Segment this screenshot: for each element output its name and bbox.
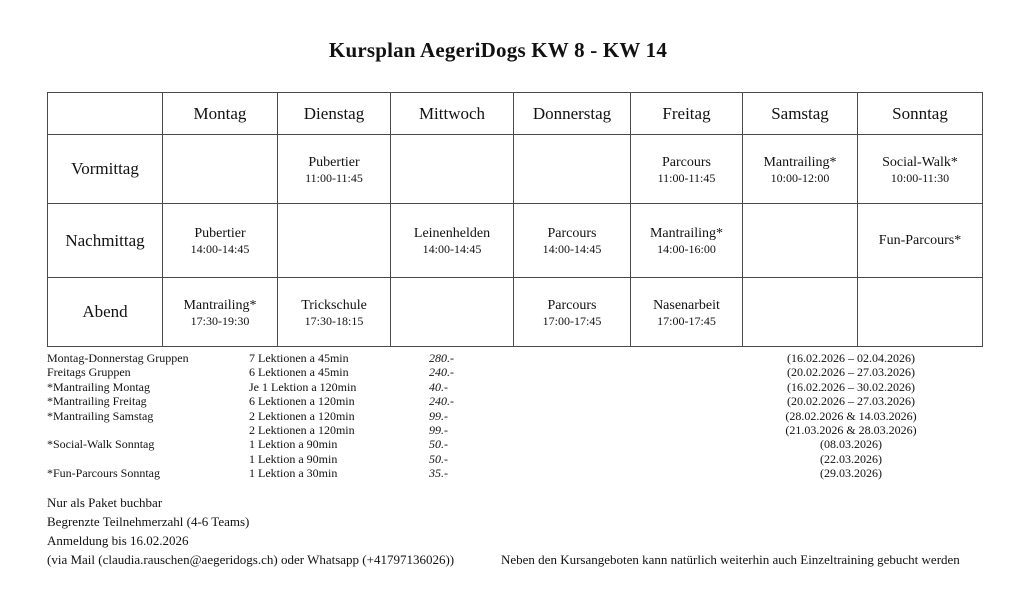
pricing-lessons: 6 Lektionen a 45min bbox=[249, 365, 349, 380]
pricing-lessons: 1 Lektion a 90min bbox=[249, 437, 338, 452]
pricing-label: *Mantrailing Montag bbox=[47, 379, 150, 394]
pricing-price: 240.- bbox=[429, 365, 454, 380]
pricing-row bbox=[0, 365, 1024, 379]
pricing-list bbox=[0, 351, 1024, 481]
pricing-dates: (08.03.2026) bbox=[820, 437, 882, 452]
pricing-lessons: 1 Lektion a 30min bbox=[249, 466, 338, 481]
pricing-lessons: 1 Lektion a 90min bbox=[249, 451, 338, 466]
course-time: 17:30-18:15 bbox=[304, 313, 364, 328]
pricing-lessons: 2 Lektionen a 120min bbox=[249, 408, 355, 423]
course-time: 17:00-17:45 bbox=[657, 313, 716, 328]
note-line: Nur als Paket buchbar bbox=[47, 495, 163, 510]
schedule-cell bbox=[743, 278, 858, 347]
pricing-row bbox=[0, 351, 1024, 365]
pricing-dates: (29.03.2026) bbox=[820, 466, 882, 481]
schedule-cell bbox=[391, 135, 514, 204]
schedule-cell bbox=[858, 204, 983, 278]
schedule-cell bbox=[391, 278, 514, 347]
day-header-donnerstag: Donnerstag bbox=[514, 93, 631, 135]
schedule-table bbox=[47, 92, 983, 347]
course-time: 17:30-19:30 bbox=[190, 313, 250, 328]
pricing-price: 280.- bbox=[429, 351, 454, 365]
note-line: Begrenzte Teilnehmerzahl (4-6 Teams) bbox=[47, 514, 250, 529]
course-name: Leinenhelden bbox=[413, 226, 491, 241]
pricing-dates: (16.02.2026 – 02.04.2026) bbox=[787, 351, 915, 365]
course-name: Parcours bbox=[547, 226, 597, 241]
pricing-price: 240.- bbox=[429, 394, 454, 409]
schedule-cell bbox=[514, 278, 631, 347]
einzeltraining-note: Neben den Kursangeboten kann natürlich weiterhin auch Einzeltraining gebucht werden bbox=[501, 552, 960, 567]
course-name: Parcours bbox=[662, 154, 711, 170]
course-name: Nasenarbeit bbox=[653, 297, 720, 313]
course-name: Pubertier bbox=[308, 154, 360, 170]
schedule-cell bbox=[278, 135, 391, 204]
pricing-lessons: 2 Lektionen a 120min bbox=[249, 422, 355, 437]
pricing-label: Freitags Gruppen bbox=[47, 365, 131, 380]
schedule-cell bbox=[743, 135, 858, 204]
pricing-label: *Social-Walk Sonntag bbox=[47, 437, 155, 452]
pricing-dates: (22.03.2026) bbox=[820, 451, 882, 466]
pricing-label: *Fun-Parcours Sonntag bbox=[47, 466, 160, 481]
schedule-cell bbox=[514, 135, 631, 204]
row-abend bbox=[48, 278, 983, 347]
pricing-dates: (16.02.2026 – 30.02.2026) bbox=[787, 379, 915, 394]
row-label-nachmittag: Nachmittag bbox=[48, 204, 163, 278]
course-name: Fun-Parcours* bbox=[878, 233, 962, 248]
pricing-dates: (20.02.2026 – 27.03.2026) bbox=[787, 365, 915, 380]
course-time: 11:00-11:45 bbox=[657, 170, 716, 185]
course-name: Parcours bbox=[547, 297, 597, 313]
schedule-cell bbox=[743, 204, 858, 278]
schedule-cell bbox=[278, 278, 391, 347]
pricing-price: 35.- bbox=[429, 466, 448, 481]
course-name: Social-Walk* bbox=[882, 154, 958, 170]
day-header-montag: Montag bbox=[163, 93, 278, 135]
header-row bbox=[48, 93, 983, 135]
course-time: 17:00-17:45 bbox=[542, 313, 602, 328]
note-line: Anmeldung bis 16.02.2026 bbox=[47, 533, 189, 548]
course-time: 10:00-11:30 bbox=[890, 170, 950, 185]
schedule-cell bbox=[858, 278, 983, 347]
note-line-contact: (via Mail (claudia.rauschen@aegeridogs.ch) oder Whatsapp (+41797136026)) bbox=[47, 552, 455, 567]
day-header-samstag: Samstag bbox=[743, 93, 858, 135]
row-label-abend: Abend bbox=[48, 278, 163, 347]
course-time: 14:00-16:00 bbox=[657, 242, 716, 256]
schedule-cell bbox=[631, 135, 743, 204]
course-time: 14:00-14:45 bbox=[542, 242, 602, 256]
pricing-row bbox=[0, 437, 1024, 451]
course-time: 14:00-14:45 bbox=[190, 242, 250, 256]
pricing-dates: (20.02.2026 – 27.03.2026) bbox=[787, 394, 915, 409]
course-name: Mantrailing* bbox=[763, 154, 837, 170]
pricing-label: Montag-Donnerstag Gruppen bbox=[47, 351, 189, 365]
corner-cell bbox=[48, 93, 163, 135]
pricing-price: 99.- bbox=[429, 408, 448, 423]
pricing-price: 50.- bbox=[429, 451, 448, 466]
page-title: Kursplan AegeriDogs KW 8 - KW 14 bbox=[328, 38, 668, 62]
pricing-lessons: 6 Lektionen a 120min bbox=[249, 394, 355, 409]
schedule-cell bbox=[514, 204, 631, 278]
course-name: Mantrailing* bbox=[649, 226, 724, 241]
course-name: Mantrailing* bbox=[183, 297, 257, 313]
schedule-cell bbox=[278, 204, 391, 278]
pricing-row bbox=[0, 452, 1024, 466]
booking-notes bbox=[47, 493, 454, 569]
pricing-row bbox=[0, 409, 1024, 423]
schedule-cell bbox=[631, 204, 743, 278]
schedule-cell bbox=[163, 204, 278, 278]
schedule-cell bbox=[163, 278, 278, 347]
pricing-price: 50.- bbox=[429, 437, 448, 452]
course-time: 11:00-11:45 bbox=[305, 170, 363, 185]
course-time: 14:00-14:45 bbox=[422, 242, 482, 256]
row-label-vormittag: Vormittag bbox=[48, 135, 163, 204]
day-header-dienstag: Dienstag bbox=[278, 93, 391, 135]
course-name: Trickschule bbox=[301, 297, 367, 313]
course-time: 10:00-12:00 bbox=[770, 170, 830, 185]
pricing-row bbox=[0, 466, 1024, 480]
row-vormittag bbox=[48, 135, 983, 204]
pricing-dates: (21.03.2026 & 28.03.2026) bbox=[785, 422, 917, 437]
course-name: Pubertier bbox=[194, 226, 246, 241]
pricing-label: *Mantrailing Freitag bbox=[47, 394, 147, 409]
schedule-cell bbox=[631, 278, 743, 347]
pricing-dates: (28.02.2026 & 14.03.2026) bbox=[785, 408, 917, 423]
pricing-label: *Mantrailing Samstag bbox=[47, 408, 154, 423]
pricing-price: 40.- bbox=[429, 379, 448, 394]
schedule-cell bbox=[163, 135, 278, 204]
day-header-freitag: Freitag bbox=[631, 93, 743, 135]
pricing-lessons: Je 1 Lektion a 120min bbox=[249, 379, 357, 394]
day-header-sonntag: Sonntag bbox=[858, 93, 983, 135]
row-nachmittag bbox=[48, 204, 983, 278]
pricing-lessons: 7 Lektionen a 45min bbox=[249, 351, 349, 365]
pricing-row bbox=[0, 394, 1024, 408]
pricing-price: 99.- bbox=[429, 422, 448, 437]
schedule-cell bbox=[858, 135, 983, 204]
schedule-cell bbox=[391, 204, 514, 278]
day-header-mittwoch: Mittwoch bbox=[391, 93, 514, 135]
pricing-row bbox=[0, 380, 1024, 394]
pricing-row bbox=[0, 423, 1024, 437]
